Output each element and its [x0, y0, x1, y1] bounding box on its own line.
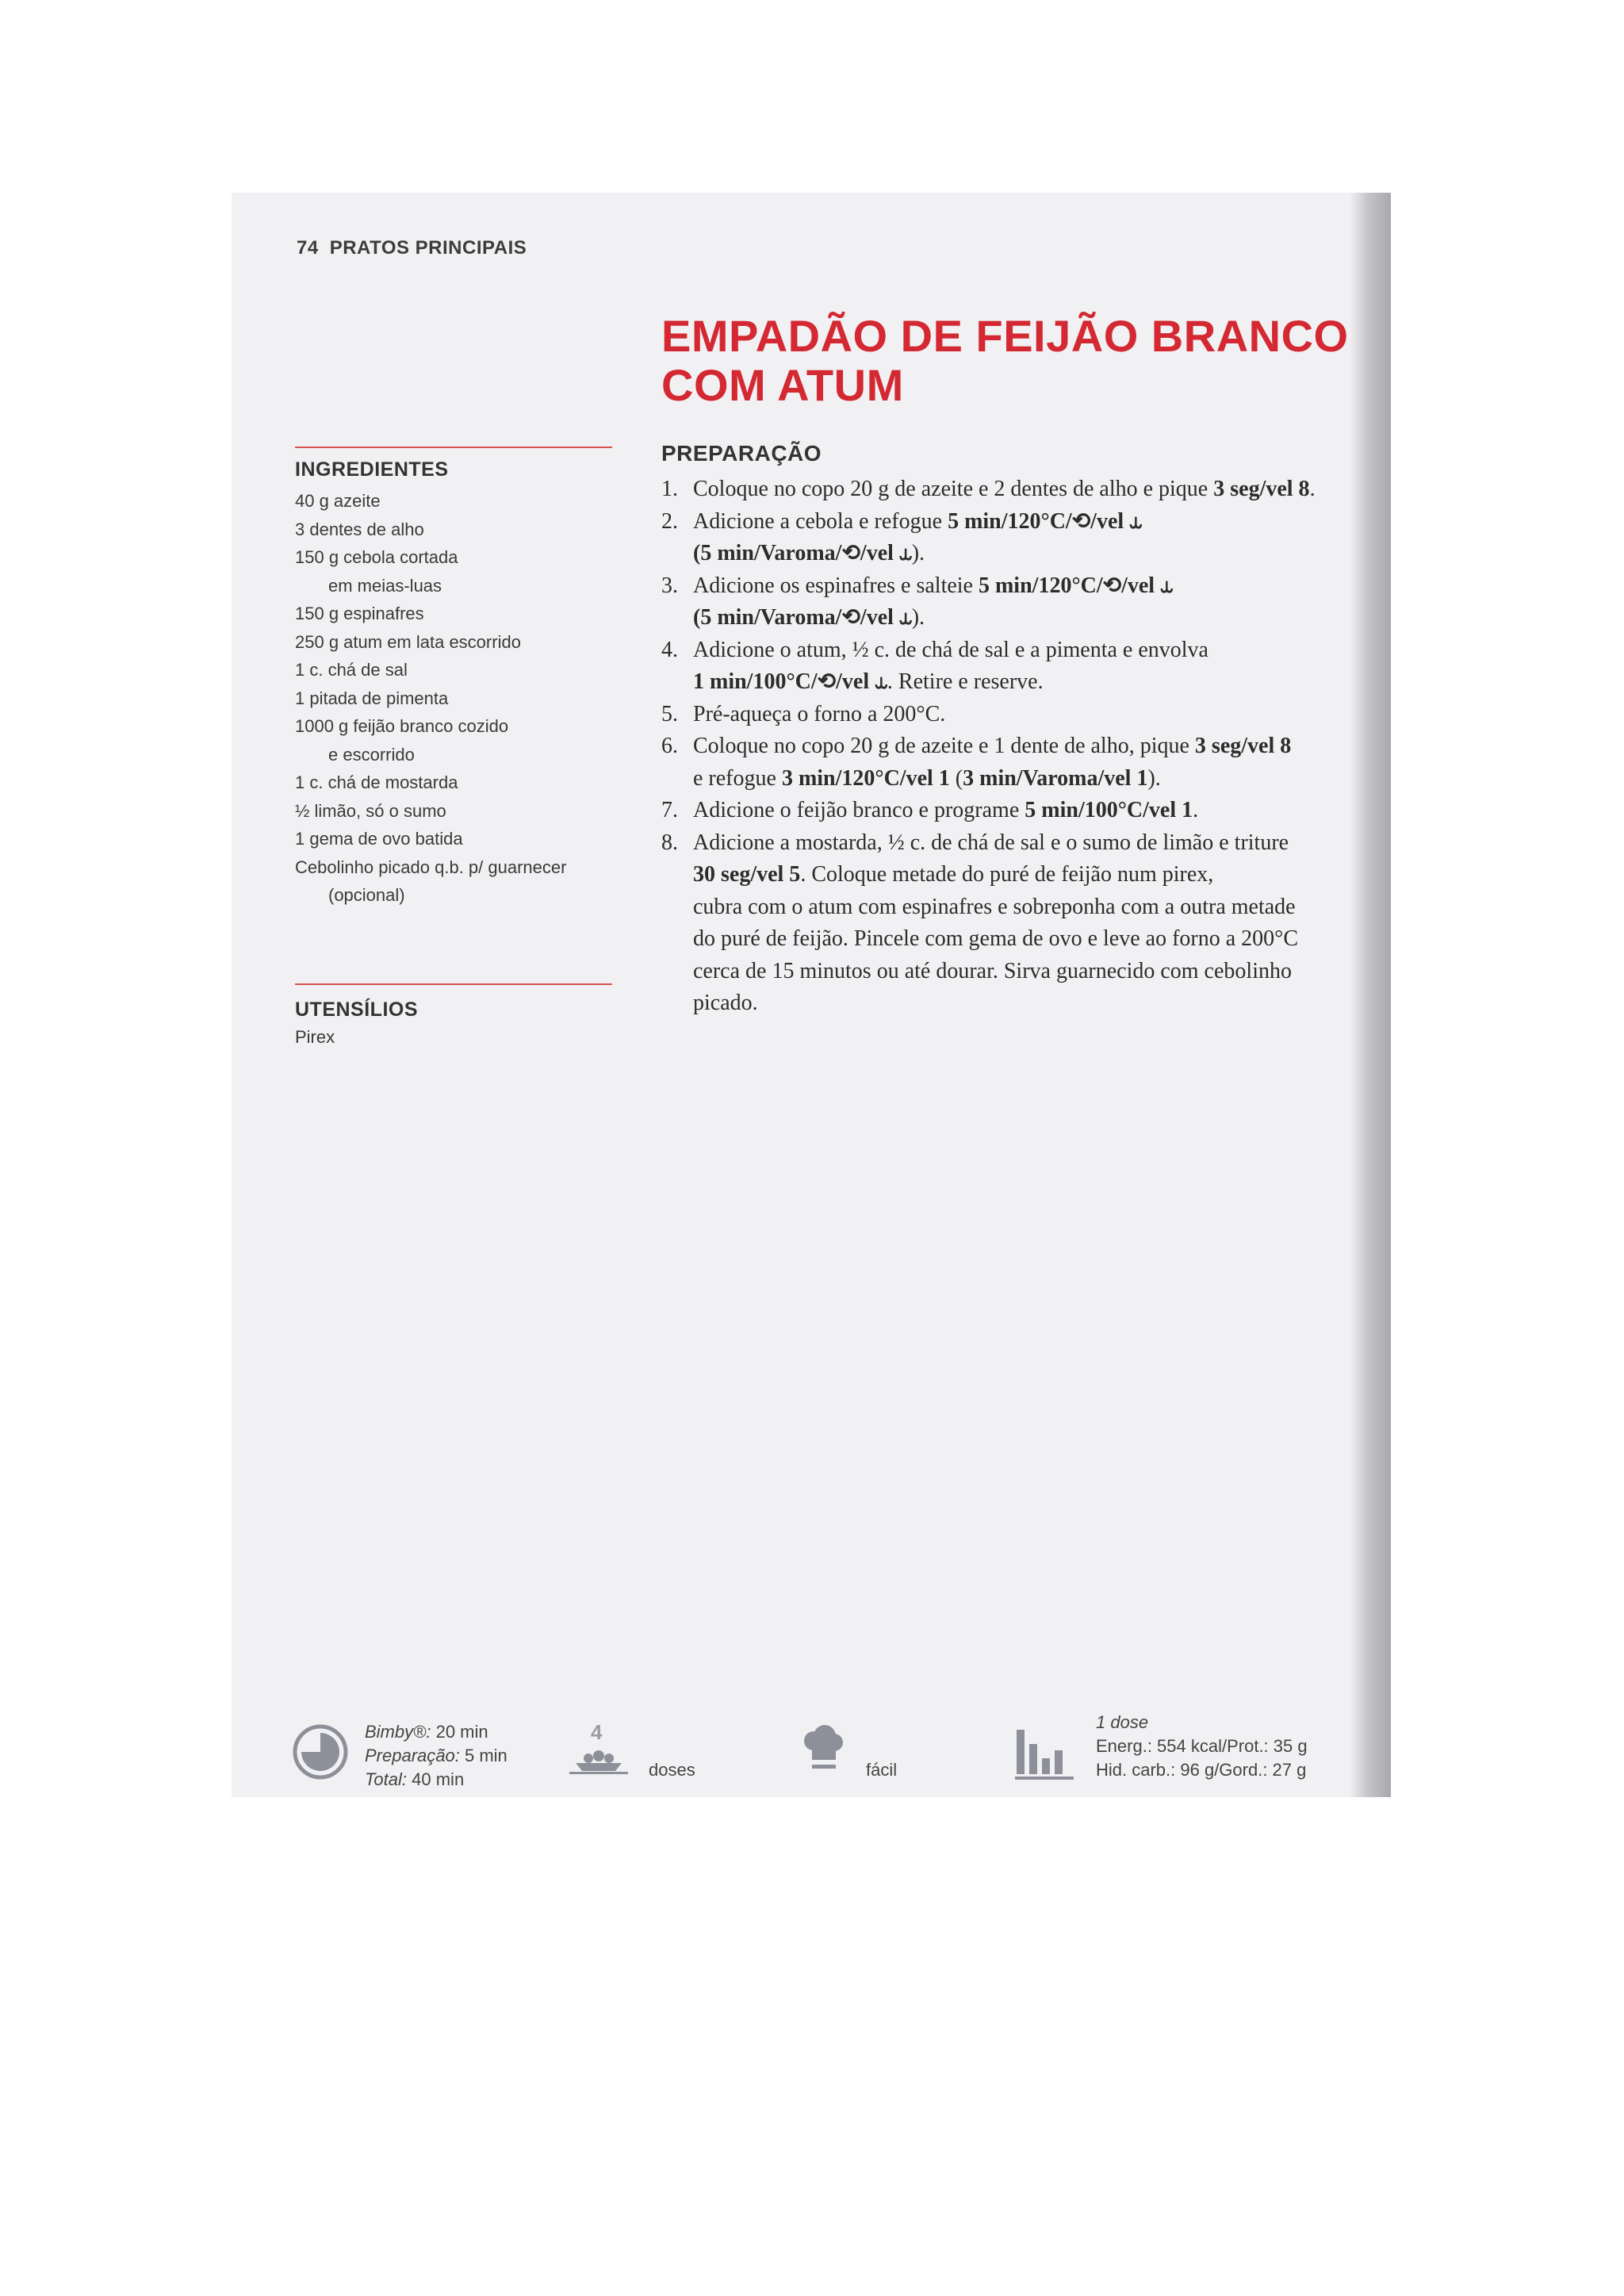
step-setting: 5 min/100°C/vel 1 [1025, 798, 1193, 822]
preparation-steps [661, 473, 1359, 1020]
step-number: 6. [661, 734, 678, 758]
time-label-bimby: Bimby®: [365, 1722, 431, 1742]
step-text: Adicione o atum, ½ c. de chá de sal e a pimenta e envolva [693, 637, 1208, 662]
step-text: Pré-aqueça o forno a 200°C. [693, 701, 946, 726]
ingredient-item: 3 dentes de alho [295, 519, 424, 539]
step-text: ). [911, 605, 925, 630]
time-label-prep: Preparação: [365, 1746, 460, 1765]
preparation-step [661, 730, 1359, 795]
time-value-bimby: 20 min [435, 1722, 488, 1742]
section-name: PRATOS PRINCIPAIS [329, 237, 527, 259]
page-number: 74 [297, 237, 319, 259]
step-text: do puré de feijão. Pincele com gema de ovo e leve ao forno a 200°C [693, 926, 1299, 951]
step-setting: 5 min/120°C/⟲/vel ⥿ [978, 573, 1173, 598]
step-setting: 3 min/120°C/vel 1 [781, 765, 950, 791]
nutrition-line-1: Energ.: 554 kcal/Prot.: 35 g [1096, 1736, 1308, 1756]
ingredient-item: 1 pitada de pimenta [295, 688, 449, 708]
preparation-step [661, 795, 1359, 827]
running-header [297, 237, 527, 259]
chef-hat-icon [801, 1723, 845, 1777]
step-text: . Coloque metade do puré de feijão num pirex, [800, 862, 1214, 887]
ingredients-list [295, 487, 628, 910]
ingredient-item: e escorrido [328, 744, 415, 765]
step-setting: (5 min/Varoma/⟲/vel ⥿ [693, 541, 912, 565]
step-text: cubra com o atum com espinafres e sobreponha com a outra metade [693, 894, 1296, 919]
recipe-title: EMPADÃO DE FEIJÃO BRANCO COM ATUM [661, 311, 1349, 410]
ingredient-item: 40 g azeite [295, 491, 381, 511]
step-text: . Retire e reserve. [887, 669, 1044, 694]
ingredient-item: 1 c. chá de mostarda [295, 772, 458, 792]
timer-icon [292, 1723, 349, 1780]
step-number: 3. [661, 573, 678, 598]
step-number: 7. [661, 798, 678, 822]
step-setting: 5 min/120°C/⟲/vel ⥿ [948, 508, 1142, 534]
doses-label: doses [649, 1760, 695, 1780]
step-setting: (5 min/Varoma/⟲/vel ⥿ [693, 605, 912, 630]
utensils-heading: UTENSÍLIOS [295, 999, 419, 1021]
nutrition-header: 1 dose [1096, 1712, 1149, 1732]
step-number: 8. [661, 830, 678, 855]
nutrition-block [1096, 1711, 1308, 1782]
ingredient-item: ½ limão, só o sumo [295, 800, 446, 821]
step-text: ). [1147, 765, 1161, 791]
time-value-prep: 5 min [464, 1746, 508, 1765]
ingredient-item: 250 g atum em lata escorrido [295, 631, 521, 652]
step-setting: 3 min/Varoma/vel 1 [963, 765, 1148, 791]
plate-icon [568, 1747, 630, 1779]
ingredient-item: 150 g cebola cortada [295, 547, 458, 567]
step-number: 5. [661, 701, 678, 726]
step-text: picado. [693, 991, 758, 1015]
utensil-item: Pirex [295, 1027, 335, 1047]
times-block [365, 1720, 508, 1792]
step-text: ( [949, 765, 963, 791]
step-number: 4. [661, 637, 678, 662]
ingredients-divider [295, 447, 612, 448]
ingredient-item: 1 gema de ovo batida [295, 829, 463, 849]
utensils-divider [295, 983, 612, 985]
ingredient-item: Cebolinho picado q.b. p/ guarnecer [295, 857, 567, 877]
ingredients-heading: INGREDIENTES [295, 458, 449, 481]
step-text: Coloque no copo 20 g de azeite e 2 dentes de alho e pique [693, 477, 1214, 501]
time-value-total: 40 min [412, 1769, 465, 1789]
nutrition-chart-icon [1015, 1727, 1074, 1782]
cookbook-page [232, 193, 1391, 1797]
preparation-step [661, 827, 1359, 1020]
doses-number: 4 [591, 1720, 603, 1744]
step-text: cerca de 15 minutos ou até dourar. Sirva guarnecido com cebolinho [693, 958, 1292, 983]
step-text: e refogue [693, 765, 782, 791]
step-setting: 30 seg/vel 5 [693, 862, 801, 887]
difficulty-label: fácil [866, 1760, 898, 1780]
preparation-step [661, 634, 1359, 699]
step-text: ). [911, 541, 925, 565]
time-label-total: Total: [365, 1769, 408, 1789]
step-setting: 3 seg/vel 8 [1194, 734, 1292, 758]
preparation-step [661, 473, 1359, 506]
ingredient-item: (opcional) [328, 885, 405, 905]
preparation-step [661, 506, 1359, 570]
step-text: . [1309, 477, 1316, 501]
step-text: . [1193, 798, 1199, 822]
ingredient-item: 1 c. chá de sal [295, 660, 408, 680]
preparation-heading: PREPARAÇÃO [661, 441, 822, 466]
preparation-step [661, 570, 1359, 634]
step-number: 2. [661, 508, 678, 534]
step-text: Coloque no copo 20 g de azeite e 1 dente de alho, pique [693, 734, 1195, 758]
step-number: 1. [661, 477, 678, 501]
nutrition-line-2: Hid. carb.: 96 g/Gord.: 27 g [1096, 1760, 1307, 1780]
step-text: Adicione os espinafres e salteie [693, 573, 979, 598]
step-text: Adicione a cebola e refogue [693, 508, 948, 534]
step-setting: 1 min/100°C/⟲/vel ⥿ [693, 669, 887, 694]
recipe-footer [232, 1708, 1391, 1795]
step-text: Adicione o feijão branco e programe [693, 798, 1025, 822]
ingredient-item: 150 g espinafres [295, 604, 424, 623]
step-text: Adicione a mostarda, ½ c. de chá de sal e o sumo de limão e triture [693, 830, 1289, 855]
step-setting: 3 seg/vel 8 [1213, 477, 1310, 501]
preparation-step [661, 699, 1359, 731]
ingredient-item: 1000 g feijão branco cozido [295, 716, 509, 736]
ingredient-item: em meias-luas [328, 575, 442, 596]
